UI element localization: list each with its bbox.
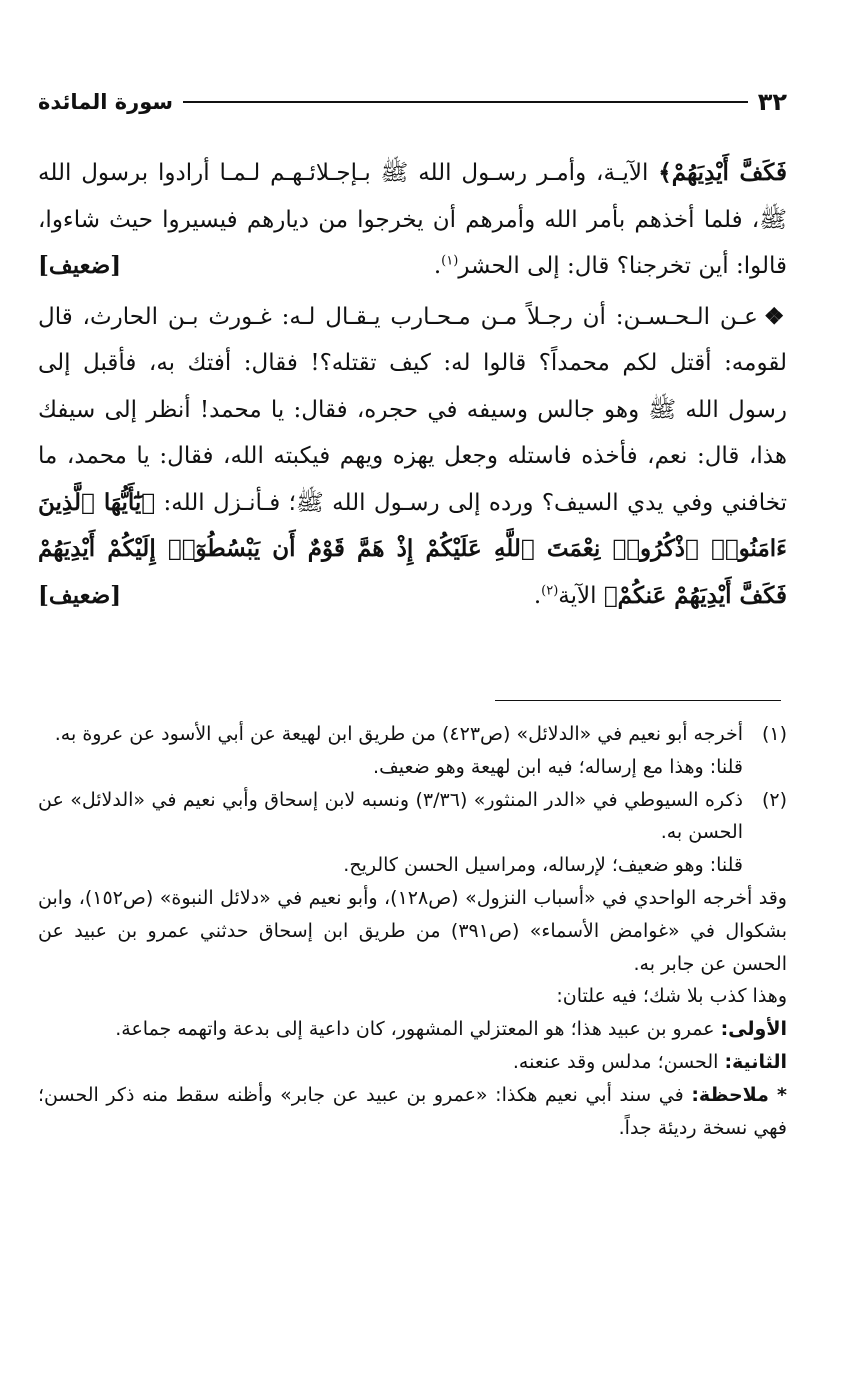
footnote-1 — [38, 718, 787, 784]
footnote-note — [38, 1079, 787, 1145]
note-text: في سند أبي نعيم هكذا: «عمرو بن عبيد عن جابر» وأظنه سقط منه ذكر الحسن؛ فهي نسخة رديئة جداً. — [38, 1083, 787, 1139]
paragraph-2 — [38, 294, 787, 620]
footnote-separator — [495, 700, 781, 701]
paragraph-2-text: عـن الـحـسـن: أن رجـلاً مـن مـحـارب يـقـال لـه: غـورث بـن الحارث، قال لقومه: أقتل لكم محمداً؟ قالوا له: كيف تقتله؟! فقال: أفتك به، فأقبل إلى رسول الله ﷺ وهو جالس وسيفه في حجره، فقال: يا محمد! أنظر إلى سيفك هذا، قال: نعم، فأخذه فاستله وجعل يهزه ويهم فيكبته الله، فقال: يا محمد، ما تخافني وفي يدي السيف؟ ورده إلى رسـول الله ﷺ؛ فـأنـزل الله: — [38, 303, 787, 516]
footnote-line: أخرجه أبو نعيم في «الدلائل» (ص٤٢٣) من طريق ابن لهيعة عن أبي الأسود عن عروة به. — [54, 723, 743, 745]
paragraph-1-text: الآيـة، وأمـر رسـول الله ﷺ بـإجـلائـهـم لـمـا أرادوا برسول الله ﷺ، فلما أخذهم بأمر الله وأمرهم أن يخرجوا من ديارهم فيسيروا حيث شاءوا، قالوا: أين تخرجنا؟ قال: إلى الحشر — [38, 160, 787, 279]
footnote-line: قلنا: وهذا مع إرساله؛ فيه ابن لهيعة وهو ضعيف. — [373, 755, 743, 778]
header-rule — [183, 101, 748, 103]
footnote-ref-2: (٢) — [541, 582, 559, 598]
footnote-body — [38, 784, 743, 882]
footnote-body — [38, 718, 743, 784]
paragraph-1 — [38, 150, 787, 290]
diamond-bullet-icon: ❖ — [763, 302, 787, 330]
surah-title: سورة المائدة — [38, 90, 174, 114]
footnote-ref-1: (١) — [441, 253, 459, 269]
footnote-first-reason — [38, 1013, 787, 1046]
paragraph-2-end: . — [533, 582, 542, 609]
first-label: الأولى: — [720, 1018, 787, 1041]
note-label: * ملاحظة: — [691, 1083, 787, 1106]
main-text — [38, 150, 787, 623]
quran-fragment: فَكَفَّ أَيْدِيَهُمْ﴾ — [658, 159, 787, 186]
first-text: عمرو بن عبيد هذا؛ هو المعتزلي المشهور، كان داعية إلى بدعة واتهمه جماعة. — [115, 1018, 721, 1041]
second-text: الحسن؛ مدلس وقد عنعنه. — [512, 1050, 725, 1073]
grading-badge: [ضعيف] — [38, 252, 122, 279]
footnote-number: (١) — [761, 723, 787, 745]
second-label: الثانية: — [724, 1050, 787, 1073]
page-number: ٣٢ — [757, 88, 787, 116]
footnote-line: وهذا كذب بلا شك؛ فيه علتان: — [556, 985, 787, 1008]
footnote-line: وقد أخرجه الواحدي في «أسباب النزول» (ص١٢٨)، وأبو نعيم في «دلائل النبوة» (ص١٥٢)، وابن بشكوال في «غوامض الأسماء» (ص٣٩١) من طريق ابن إسحاق حدثني عمرو بن عبيد عن الحسن عن جابر به. — [38, 886, 787, 975]
running-header — [38, 84, 787, 120]
footnote-line: قلنا: وهو ضعيف؛ لإرساله، ومراسيل الحسن كالريح. — [343, 854, 743, 877]
footnote-2 — [38, 784, 787, 882]
quran-verse: ﴿يَٰٓأَيُّهَا ٱلَّذِينَ ءَامَنُوا۟ ٱذْكُرُوا۟ نِعْمَتَ ٱللَّهِ عَلَيْكُمْ إِذْ هَمَّ قَوْمٌ أَن يَبْسُطُوٓا۟ إِلَيْكُمْ أَيْدِيَهُمْ فَكَفَّ أَيْدِيَهُمْ عَنكُمْ﴾ — [38, 488, 787, 609]
footnote-line: ذكره السيوطي في «الدر المنثور» (٣/٣٦) ونسبه لابن إسحاق وأبي نعيم في «الدلائل» عن الحسن به. — [38, 788, 743, 844]
footnotes — [38, 718, 787, 1144]
footnote-second-reason — [38, 1046, 787, 1079]
grading-badge: [ضعيف] — [38, 581, 122, 609]
footnote-number: (٢) — [761, 788, 787, 811]
paragraph-1-end: . — [433, 253, 442, 279]
paragraph-2-tail: الآية — [558, 582, 604, 609]
